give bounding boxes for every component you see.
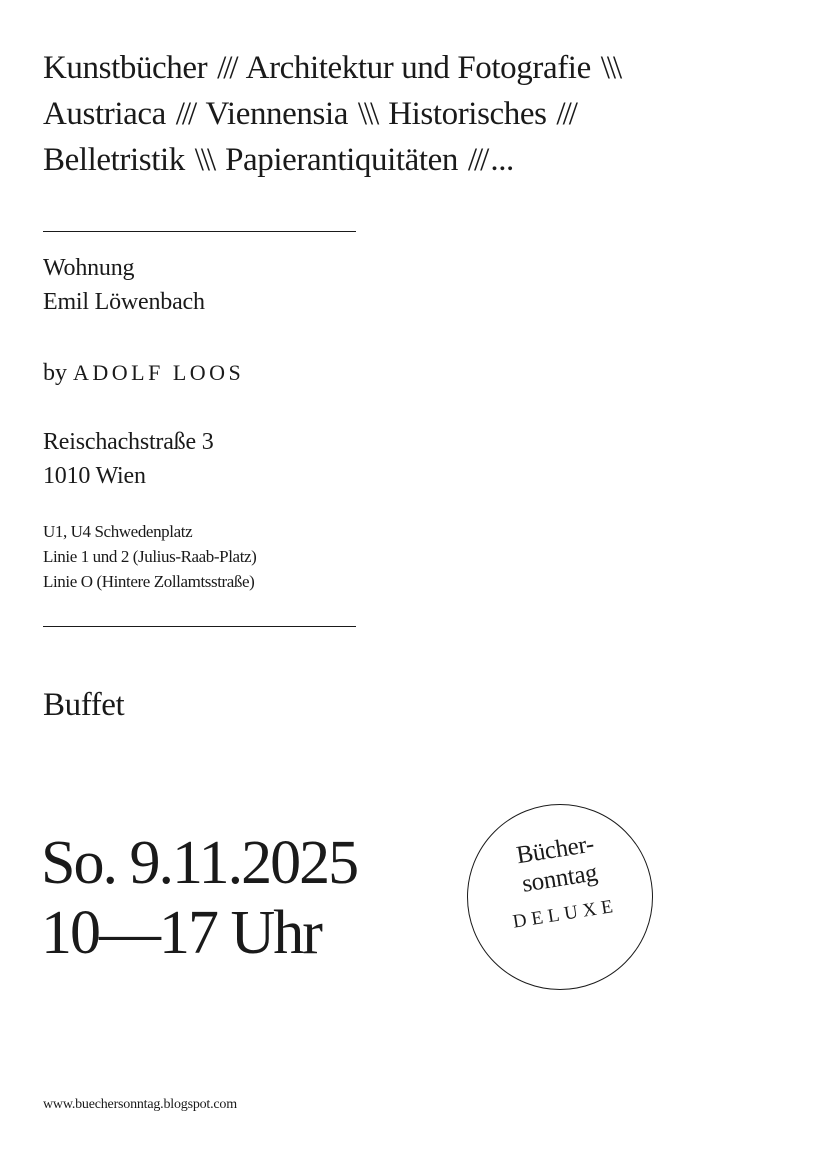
venue-name (43, 251, 205, 319)
address-city: 1010 Wien (43, 463, 146, 489)
divider-bottom (43, 626, 356, 627)
website-url: www.buechersonntag.blogspot.com (43, 1097, 237, 1112)
by-prefix: by (43, 360, 67, 386)
address-block (43, 425, 214, 493)
event-time: 10—17 Uhr (41, 899, 321, 967)
topic-kunstbuecher: Kunstbücher (43, 50, 208, 86)
stamp-deluxe: DELUXE (511, 895, 620, 933)
stamp-text (462, 821, 658, 940)
topic-list (43, 45, 803, 183)
event-datetime (41, 828, 357, 968)
venue-line-2: Emil Löwenbach (43, 289, 205, 315)
stamp-line-1: Bücher- (514, 830, 596, 870)
architect-name: ADOLF LOOS (73, 360, 245, 385)
topic-viennensia: Viennensia (205, 96, 348, 132)
separator-slash: /// (556, 96, 575, 132)
divider-top (43, 231, 356, 232)
topic-architektur: Architektur und Fotografie (245, 50, 591, 86)
separator-backslash: \\\ (600, 50, 620, 86)
topic-austriaca: Austriaca (43, 96, 166, 132)
topic-row-1 (43, 45, 803, 91)
transit-line-2: Linie 1 und 2 (Julius-Raab-Platz) (43, 547, 257, 566)
separator-backslash: \\\ (357, 96, 377, 132)
event-date: So. 9.11.2025 (41, 829, 358, 897)
topic-historisches: Historisches (388, 96, 547, 132)
topic-belletristik: Belletristik (43, 142, 185, 178)
separator-backslash: \\\ (194, 142, 214, 178)
architect-credit (43, 356, 244, 390)
separator-slash: /// (217, 50, 236, 86)
topic-papierantiquitaeten: Papierantiquitäten (225, 142, 458, 178)
transit-line-1: U1, U4 Schwedenplatz (43, 522, 193, 541)
topic-ellipsis: ... (490, 142, 514, 178)
separator-slash: /// (175, 96, 195, 132)
transit-info (43, 519, 256, 594)
buffet-label: Buffet (43, 687, 125, 723)
separator-slash: /// (467, 142, 487, 178)
venue-line-1: Wohnung (43, 255, 135, 281)
topic-row-3 (43, 137, 803, 183)
address-street: Reischachstraße 3 (43, 429, 214, 455)
buechersonntag-stamp (467, 804, 653, 990)
topic-row-2 (43, 91, 803, 137)
stamp-line-2: sonntag (520, 859, 600, 898)
transit-line-3: Linie O (Hintere Zollamtsstraße) (43, 572, 255, 591)
